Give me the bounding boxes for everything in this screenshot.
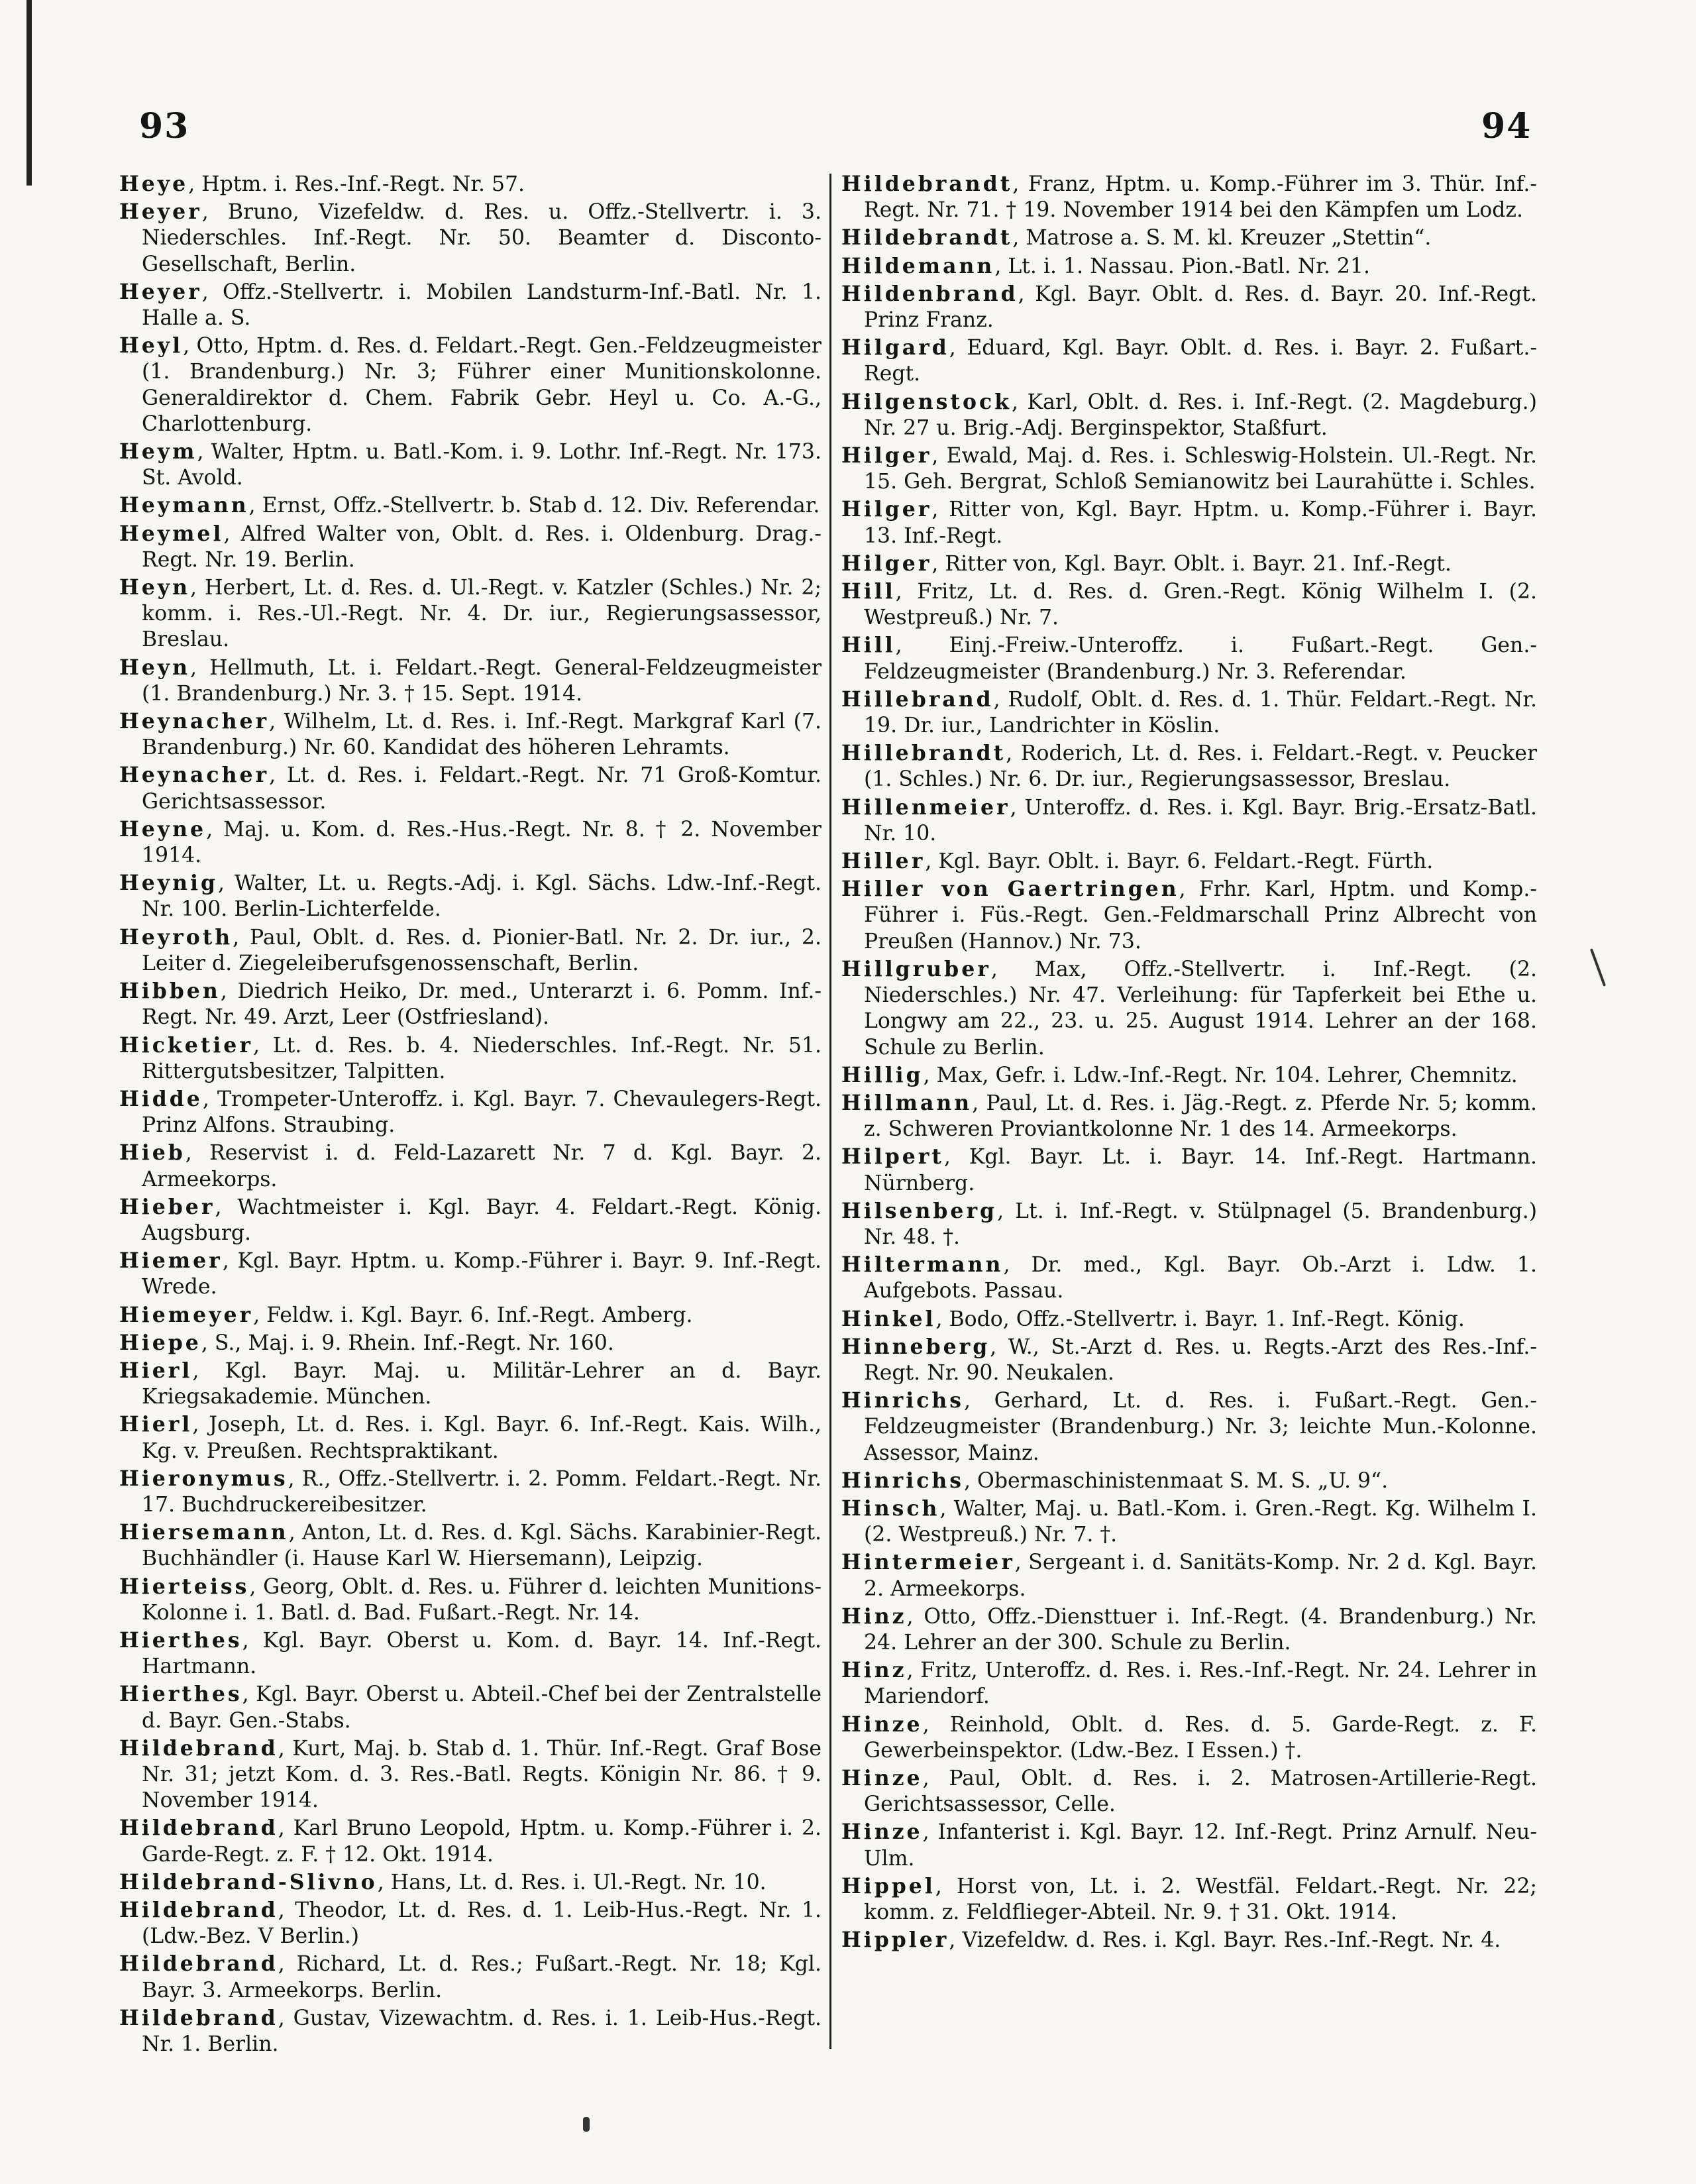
entry-details: , Walter, Hptm. u. Batl.-Kom. i. 9. Lothr. Inf.-Regt. Nr. 173. St. Avold. <box>142 440 822 490</box>
entry-surname: Hintermeier <box>841 1550 1015 1575</box>
entry-details: , Karl, Oblt. d. Res. i. Inf.-Regt. (2. Magdeburg.) Nr. 27 u. Brig.-Adj. Berginspektor, Staßfurt. <box>864 390 1537 440</box>
ink-mark <box>583 2117 590 2132</box>
register-entry <box>841 578 1537 631</box>
entry-surname: Hippel <box>841 1873 935 1898</box>
entry-details: , Kgl. Bayr. Oblt. i. Bayr. 6. Feldart.-Regt. Fürth. <box>925 849 1434 874</box>
register-entry <box>841 686 1537 739</box>
register-entry <box>841 1306 1537 1333</box>
entry-surname: Heyn <box>119 655 191 680</box>
entry-surname: Hilger <box>841 443 932 468</box>
entry-details: , Matrose a. S. M. kl. Kreuzer „Stettin“. <box>1012 226 1432 250</box>
register-entry <box>119 978 822 1030</box>
entry-details: , Walter, Lt. u. Regts.-Adj. i. Kgl. Sächs. Ldw.-Inf.-Regt. Nr. 100. Berlin-Lichterfelde. <box>142 871 822 922</box>
register-entry <box>119 1574 822 1626</box>
entry-surname: Hinze <box>841 1765 923 1790</box>
entry-details: , Frhr. Karl, Hptm. und Komp.-Führer i. Füs.-Regt. Gen.-Feldmarschall Prinz Albrecht von Preußen (Hannov.) Nr. 73. <box>864 877 1537 954</box>
entry-surname: Hillig <box>841 1062 924 1087</box>
register-entry <box>841 956 1537 1061</box>
entry-details: , Max, Gefr. i. Ldw.-Inf.-Regt. Nr. 104. Lehrer, Chemnitz. <box>923 1063 1518 1087</box>
entry-details: , Karl Bruno Leopold, Hptm. u. Komp.-Führer i. 2. Garde-Regt. z. F. † 12. Okt. 1914. <box>142 1816 822 1867</box>
register-entry <box>119 1302 822 1329</box>
entry-details: , Bodo, Offz.-Stellvertr. i. Bayr. 1. Inf.-Regt. König. <box>935 1307 1465 1331</box>
entry-details: , Lt. d. Res. b. 4. Niederschles. Inf.-Regt. Nr. 51. Rittergutsbesitzer, Talpitten. <box>142 1033 822 1083</box>
entry-details: , Theodor, Lt. d. Res. d. 1. Leib-Hus.-Regt. Nr. 1. (Ldw.-Bez. V Berlin.) <box>142 1898 822 1949</box>
register-entry <box>841 389 1537 441</box>
register-entry <box>119 333 822 437</box>
register-entry <box>119 521 822 573</box>
entry-details: , Hellmuth, Lt. i. Feldart.-Regt. General-Feldzeugmeister (1. Brandenburg.) Nr. 3. † 15. Sept. 1914. <box>142 655 822 706</box>
entry-surname: Hiepe <box>119 1330 201 1355</box>
register-entry <box>119 924 822 977</box>
entry-surname: Heyer <box>119 199 202 225</box>
entry-details: , Offz.-Stellvertr. i. Mobilen Landsturm-Inf.-Batl. Nr. 1. Halle a. S. <box>142 280 822 331</box>
entry-surname: Heynig <box>119 871 219 896</box>
entry-surname: Hinsch <box>841 1496 940 1521</box>
entry-details: , Gerhard, Lt. d. Res. i. Fußart.-Regt. Gen.-Feldzeugmeister (Brandenburg.) Nr. 3; leichte Mun.-Kolonne. Assessor, Mainz. <box>864 1389 1537 1465</box>
register-entry <box>119 870 822 922</box>
entry-details: , Rudolf, Oblt. d. Res. d. 1. Thür. Feldart.-Regt. Nr. 19. Dr. iur., Landrichter in Köslin. <box>864 687 1537 738</box>
register-entry <box>841 281 1537 333</box>
register-entry <box>841 632 1537 684</box>
register-entry <box>841 1549 1537 1602</box>
entry-surname: Heyl <box>119 333 184 358</box>
entry-details: , Roderich, Lt. d. Res. i. Feldart.-Regt. v. Peucker (1. Schles.) Nr. 6. Dr. iur., Regierungsassessor, Breslau. <box>864 741 1537 792</box>
ink-mark <box>1590 948 1606 987</box>
entry-details: , Lt. d. Res. i. Feldart.-Regt. Nr. 71 Groß-Komtur. Gerichtsassessor. <box>142 763 822 814</box>
register-entry <box>841 1604 1537 1656</box>
register-entry <box>119 1032 822 1085</box>
entry-details: , Franz, Hptm. u. Komp.-Führer im 3. Thür. Inf.-Regt. Nr. 71. † 19. November 1914 bei den Kämpfen um Lodz. <box>864 172 1537 223</box>
register-entry <box>119 708 822 761</box>
entry-details: , Unteroffz. d. Res. i. Kgl. Bayr. Brig.-Ersatz-Batl. Nr. 10. <box>864 795 1537 846</box>
register-entry <box>841 1819 1537 1871</box>
entry-surname: Hill <box>841 579 896 604</box>
entry-surname: Hierl <box>119 1358 193 1383</box>
entry-surname: Hinneberg <box>841 1334 990 1359</box>
entry-details: , Horst von, Lt. i. 2. Westfäl. Feldart.-Regt. Nr. 22; komm. z. Feldflieger-Abteil. Nr. 9. † 31. Okt. 1914. <box>864 1874 1537 1924</box>
register-entry <box>841 443 1537 495</box>
entry-details: , Max, Offz.-Stellvertr. i. Inf.-Regt. (2. Niederschles.) Nr. 47. Verleihung: für Tapferkeit bei Ethe u. Longwy am 22., 23. u. 25. August 1914. Lehrer an der 168. Schule zu Berlin. <box>864 957 1537 1060</box>
entry-details: , Fritz, Lt. d. Res. d. Gren.-Regt. König Wilhelm I. (2. Westpreuß.) Nr. 7. <box>864 580 1537 630</box>
register-entry <box>119 655 822 707</box>
entry-details: , Anton, Lt. d. Res. d. Kgl. Sächs. Karabinier-Regt. Buchhändler (i. Hause Karl W. Hiersemann), Leipzig. <box>142 1521 822 1571</box>
entry-details: , Kgl. Bayr. Lt. i. Bayr. 14. Inf.-Regt. Hartmann. Nürnberg. <box>864 1145 1537 1195</box>
register-entry <box>119 1330 822 1356</box>
register-entry <box>119 439 822 491</box>
entry-surname: Hilgard <box>841 335 949 360</box>
register-entry <box>119 1627 822 1680</box>
entry-surname: Hildenbrand <box>841 281 1018 306</box>
entry-surname: Hildebrand <box>119 1951 278 1977</box>
register-entry <box>119 816 822 869</box>
entry-details: , Walter, Maj. u. Batl.-Kom. i. Gren.-Regt. Kg. Wilhelm I. (2. Westpreuß.) Nr. 7. †. <box>864 1496 1537 1547</box>
entry-surname: Hiersemann <box>119 1520 289 1545</box>
entry-details: , Alfred Walter von, Oblt. d. Res. i. Oldenburg. Drag.-Regt. Nr. 19. Berlin. <box>142 521 822 572</box>
entry-surname: Hillgruber <box>841 956 991 981</box>
entry-details: , Vizefeldw. d. Res. i. Kgl. Bayr. Res.-Inf.-Regt. Nr. 4. <box>949 1928 1501 1953</box>
register-entry <box>119 171 822 197</box>
register-entry <box>119 1358 822 1410</box>
entry-surname: Hinze <box>841 1820 923 1845</box>
register-entry <box>119 1411 822 1464</box>
entry-details: , Bruno, Vizefeldw. d. Res. u. Offz.-Stellvertr. i. 3. Niederschles. Inf.-Regt. Nr. 50. Beamter d. Disconto-Gesellschaft, Berlin. <box>142 200 822 276</box>
register-entry <box>841 496 1537 549</box>
entry-details: , Georg, Oblt. d. Res. u. Führer d. leichten Munitions-Kolonne i. 1. Batl. d. Bad. Fußart.-Regt. Nr. 14. <box>142 1574 822 1625</box>
register-entry <box>841 876 1537 955</box>
entry-surname: Hieber <box>119 1194 215 1219</box>
entry-surname: Hinz <box>841 1604 907 1629</box>
entry-details: , Diedrich Heiko, Dr. med., Unterarzt i. 6. Pomm. Inf.-Regt. Nr. 49. Arzt, Leer (Ostfriesland). <box>142 979 822 1030</box>
register-entry <box>119 1194 822 1246</box>
entry-surname: Hierthes <box>119 1682 242 1707</box>
left-column <box>119 171 822 2059</box>
register-entry <box>119 1897 822 1949</box>
register-entry <box>119 1519 822 1572</box>
entry-surname: Hildebrand <box>119 1898 278 1922</box>
entry-surname: Hinrichs <box>841 1388 965 1413</box>
entry-details: , S., Maj. i. 9. Rhein. Inf.-Regt. Nr. 160. <box>201 1331 614 1355</box>
register-entry <box>841 740 1537 792</box>
entry-details: , Trompeter-Unteroffz. i. Kgl. Bayr. 7. Chevaulegers-Regt. Prinz Alfons. Straubing. <box>142 1087 822 1138</box>
entry-surname: Heyn <box>119 575 191 600</box>
entry-surname: Heyroth <box>119 924 233 950</box>
entry-surname: Hilger <box>841 551 932 576</box>
entry-details: , Ritter von, Kgl. Bayr. Hptm. u. Komp.-Führer i. Bayr. 13. Inf.-Regt. <box>864 498 1537 548</box>
register-entry <box>841 1712 1537 1764</box>
entry-details: , Wilhelm, Lt. d. Res. i. Inf.-Regt. Markgraf Karl (7. Brandenburg.) Nr. 60. Kandidat des höheren Lehramts. <box>142 710 822 760</box>
entry-details: , R., Offz.-Stellvertr. i. 2. Pomm. Feldart.-Regt. Nr. 17. Buchdruckereibesitzer. <box>142 1466 822 1517</box>
entry-surname: Heym <box>119 439 197 464</box>
entry-surname: Hiller <box>841 849 926 874</box>
entry-surname: Hillebrand <box>841 686 994 712</box>
entry-surname: Hieronymus <box>119 1466 288 1491</box>
entry-surname: Hiemer <box>119 1248 223 1274</box>
register-entry <box>119 1086 822 1138</box>
entry-surname: Hildebrand <box>119 2005 278 2030</box>
entry-surname: Hinkel <box>841 1306 936 1331</box>
entry-surname: Hilgenstock <box>841 389 1012 414</box>
entry-details: , Joseph, Lt. d. Res. i. Kgl. Bayr. 6. Inf.-Regt. Kais. Wilh., Kg. v. Preußen. Rechtspraktikant. <box>142 1413 822 1463</box>
register-entry <box>841 848 1537 875</box>
entry-details: , Eduard, Kgl. Bayr. Oblt. d. Res. i. Bayr. 2. Fußart.-Regt. <box>864 336 1537 386</box>
entry-details: , Hptm. i. Res.-Inf.-Regt. Nr. 57. <box>188 172 525 196</box>
entry-surname: Heymel <box>119 521 224 546</box>
entry-details: , Maj. u. Kom. d. Res.-Hus.-Regt. Nr. 8. † 2. November 1914. <box>142 817 822 868</box>
entry-details: , Reinhold, Oblt. d. Res. d. 5. Garde-Regt. z. F. Gewerbeinspektor. (Ldw.-Bez. I Essen.) †. <box>864 1712 1537 1763</box>
register-entry <box>119 199 822 278</box>
entry-surname: Heymann <box>119 493 249 518</box>
entry-surname: Hilger <box>841 497 932 522</box>
entry-details: , Feldw. i. Kgl. Bayr. 6. Inf.-Regt. Amberg. <box>253 1303 693 1327</box>
entry-surname: Hicketier <box>119 1032 253 1058</box>
entry-details: , Ernst, Offz.-Stellvertr. b. Stab d. 12. Div. Referendar. <box>248 494 820 518</box>
entry-details: , Paul, Oblt. d. Res. i. 2. Matrosen-Artillerie-Regt. Gerichtsassessor, Celle. <box>864 1766 1537 1817</box>
register-entry <box>119 762 822 814</box>
register-entry <box>119 1140 822 1192</box>
entry-details: , Gustav, Vizewachtm. d. Res. i. 1. Leib-Hus.-Regt. Nr. 1. Berlin. <box>142 2006 822 2057</box>
entry-details: , Wachtmeister i. Kgl. Bayr. 4. Feldart.-Regt. König. Augsburg. <box>142 1195 822 1245</box>
register-entry <box>841 551 1537 577</box>
entry-details: , Obermaschinistenmaat S. M. S. „U. 9“. <box>964 1468 1389 1493</box>
register-entry <box>119 1681 822 1733</box>
register-entry <box>841 225 1537 251</box>
entry-surname: Hinrichs <box>841 1468 965 1493</box>
column-divider <box>829 174 831 2049</box>
page-number-left: 93 <box>139 106 190 146</box>
register-entry <box>841 1765 1537 1818</box>
entry-surname: Hierl <box>119 1412 193 1437</box>
entry-details: , Kurt, Maj. b. Stab d. 1. Thür. Inf.-Regt. Graf Bose Nr. 31; jetzt Kom. d. 3. Res.-Batl. Regts. Königin Nr. 86. † 9. November 1914. <box>142 1736 822 1813</box>
entry-details: , Otto, Hptm. d. Res. d. Feldart.-Regt. Gen.-Feldzeugmeister (1. Brandenburg.) Nr. 3; Führer einer Munitionskolonne. Generaldirektor d. Chem. Fabrik Gebr. Heyl u. Co. A.-G., Charlottenburg. <box>142 334 822 436</box>
entry-surname: Hieb <box>119 1140 186 1166</box>
register-entry <box>841 1062 1537 1089</box>
entry-surname: Heyne <box>119 816 207 842</box>
register-entry <box>841 1090 1537 1142</box>
entry-surname: Hiller von Gaertringen <box>841 877 1179 902</box>
entry-details: , Paul, Oblt. d. Res. d. Pionier-Batl. Nr. 2. Dr. iur., 2. Leiter d. Ziegeleiberufsgenossenschaft, Berlin. <box>142 925 822 975</box>
register-entry <box>119 1735 822 1814</box>
entry-surname: Hildebrandt <box>841 172 1013 196</box>
entry-surname: Hildebrand-Slivno <box>119 1869 378 1894</box>
entry-details: , Lt. i. Inf.-Regt. v. Stülpnagel (5. Brandenburg.) Nr. 48. †. <box>864 1199 1537 1249</box>
entry-surname: Heynacher <box>119 709 270 734</box>
register-entry <box>841 171 1537 223</box>
register-entry <box>841 253 1537 280</box>
entry-details: , Paul, Lt. d. Res. i. Jäg.-Regt. z. Pferde Nr. 5; komm. z. Schweren Proviantkolonne Nr. 1 des 14. Armeekorps. <box>864 1091 1537 1142</box>
register-entry <box>841 1334 1537 1386</box>
register-entry <box>841 1252 1537 1304</box>
register-entry <box>841 1468 1537 1494</box>
register-entry <box>841 1873 1537 1926</box>
entry-details: , Infanterist i. Kgl. Bayr. 12. Inf.-Regt. Prinz Arnulf. Neu-Ulm. <box>864 1820 1537 1871</box>
entry-surname: Hildebrand <box>119 1816 278 1841</box>
entry-details: , Fritz, Unteroffz. d. Res. i. Res.-Inf.-Regt. Nr. 24. Lehrer in Mariendorf. <box>864 1659 1537 1709</box>
entry-surname: Heynacher <box>119 763 270 788</box>
entry-surname: Hilsenberg <box>841 1198 998 1223</box>
register-entry <box>119 1951 822 2003</box>
entry-surname: Hill <box>841 633 896 658</box>
entry-details: , Kgl. Bayr. Maj. u. Militär-Lehrer an d. Bayr. Kriegsakademie. München. <box>142 1358 822 1409</box>
entry-details: , Reservist i. d. Feld-Lazarett Nr. 7 d. Kgl. Bayr. 2. Armeekorps. <box>142 1141 822 1191</box>
entry-surname: Hildebrandt <box>841 225 1013 250</box>
entry-surname: Hildemann <box>841 253 995 278</box>
entry-surname: Hinze <box>841 1712 923 1737</box>
entry-surname: Hiltermann <box>841 1252 1004 1278</box>
entry-details: , Ewald, Maj. d. Res. i. Schleswig-Holstein. Ul.-Regt. Nr. 15. Geh. Bergrat, Schloß Semianowitz bei Laurahütte i. Schles. <box>864 444 1537 494</box>
register-entry <box>841 1657 1537 1710</box>
entry-surname: Hippler <box>841 1928 949 1953</box>
register-entry <box>119 1869 822 1896</box>
scan-edge-mark <box>26 0 32 186</box>
entry-surname: Hierthes <box>119 1627 242 1653</box>
register-entry <box>841 1388 1537 1466</box>
register-entry <box>841 1198 1537 1250</box>
register-entry <box>119 1466 822 1518</box>
entry-details: , Kgl. Bayr. Hptm. u. Komp.-Führer i. Bayr. 9. Inf.-Regt. Wrede. <box>142 1249 822 1299</box>
entry-surname: Hinz <box>841 1658 907 1683</box>
register-entry <box>841 335 1537 387</box>
entry-surname: Hidde <box>119 1086 203 1111</box>
entry-surname: Hilpert <box>841 1144 944 1170</box>
register-entry <box>119 1815 822 1867</box>
page-number-right: 94 <box>1481 106 1532 146</box>
entry-details: , Kgl. Bayr. Oberst u. Abteil.-Chef bei der Zentralstelle d. Bayr. Gen.-Stabs. <box>142 1682 822 1733</box>
register-entry <box>119 574 822 653</box>
register-entry <box>119 1248 822 1300</box>
entry-details: , Ritter von, Kgl. Bayr. Oblt. i. Bayr. 21. Inf.-Regt. <box>931 551 1452 576</box>
register-entry <box>841 794 1537 847</box>
entry-details: , Otto, Offz.-Diensttuer i. Inf.-Regt. (4. Brandenburg.) Nr. 24. Lehrer an der 300. Schule zu Berlin. <box>864 1604 1537 1655</box>
register-entry <box>841 1496 1537 1548</box>
entry-details: , Einj.-Freiw.-Unteroffz. i. Fußart.-Regt. Gen.-Feldzeugmeister (Brandenburg.) Nr. 3. Referendar. <box>864 633 1537 684</box>
entry-details: , W., St.-Arzt d. Res. u. Regts.-Arzt des Res.-Inf.-Regt. Nr. 90. Neukalen. <box>864 1335 1537 1385</box>
entry-details: , Dr. med., Kgl. Bayr. Ob.-Arzt i. Ldw. 1. Aufgebots. Passau. <box>864 1253 1537 1303</box>
entry-details: , Lt. i. 1. Nassau. Pion.-Batl. Nr. 21. <box>994 254 1371 278</box>
entry-surname: Hierteiss <box>119 1574 250 1599</box>
entry-surname: Heye <box>119 172 189 196</box>
register-entry <box>119 492 822 519</box>
register-entry <box>119 279 822 331</box>
entry-details: , Kgl. Bayr. Oberst u. Kom. d. Bayr. 14. Inf.-Regt. Hartmann. <box>142 1628 822 1679</box>
entry-details: , Kgl. Bayr. Oblt. d. Res. d. Bayr. 20. Inf.-Regt. Prinz Franz. <box>864 282 1537 333</box>
entry-surname: Hildebrand <box>119 1735 278 1761</box>
register-entry <box>119 2005 822 2057</box>
entry-details: , Sergeant i. d. Sanitäts-Komp. Nr. 2 d. Kgl. Bayr. 2. Armeekorps. <box>864 1551 1537 1601</box>
entry-details: , Herbert, Lt. d. Res. d. Ul.-Regt. v. Katzler (Schles.) Nr. 2; komm. i. Res.-Ul.-Regt. Nr. 4. Dr. iur., Regierungsassessor, Breslau. <box>142 576 822 652</box>
entry-surname: Hillebrandt <box>841 741 1006 766</box>
entry-details: , Hans, Lt. d. Res. i. Ul.-Regt. Nr. 10. <box>377 1870 767 1894</box>
entry-surname: Hillenmeier <box>841 794 1010 820</box>
entry-surname: Hibben <box>119 979 221 1004</box>
right-column <box>841 171 1537 1955</box>
entry-surname: Hillmann <box>841 1090 973 1115</box>
register-entry <box>841 1144 1537 1196</box>
entry-details: , Richard, Lt. d. Res.; Fußart.-Regt. Nr. 18; Kgl. Bayr. 3. Armeekorps. Berlin. <box>142 1952 822 2002</box>
entry-surname: Hiemeyer <box>119 1302 254 1327</box>
entry-surname: Heyer <box>119 279 202 304</box>
register-entry <box>841 1927 1537 1953</box>
